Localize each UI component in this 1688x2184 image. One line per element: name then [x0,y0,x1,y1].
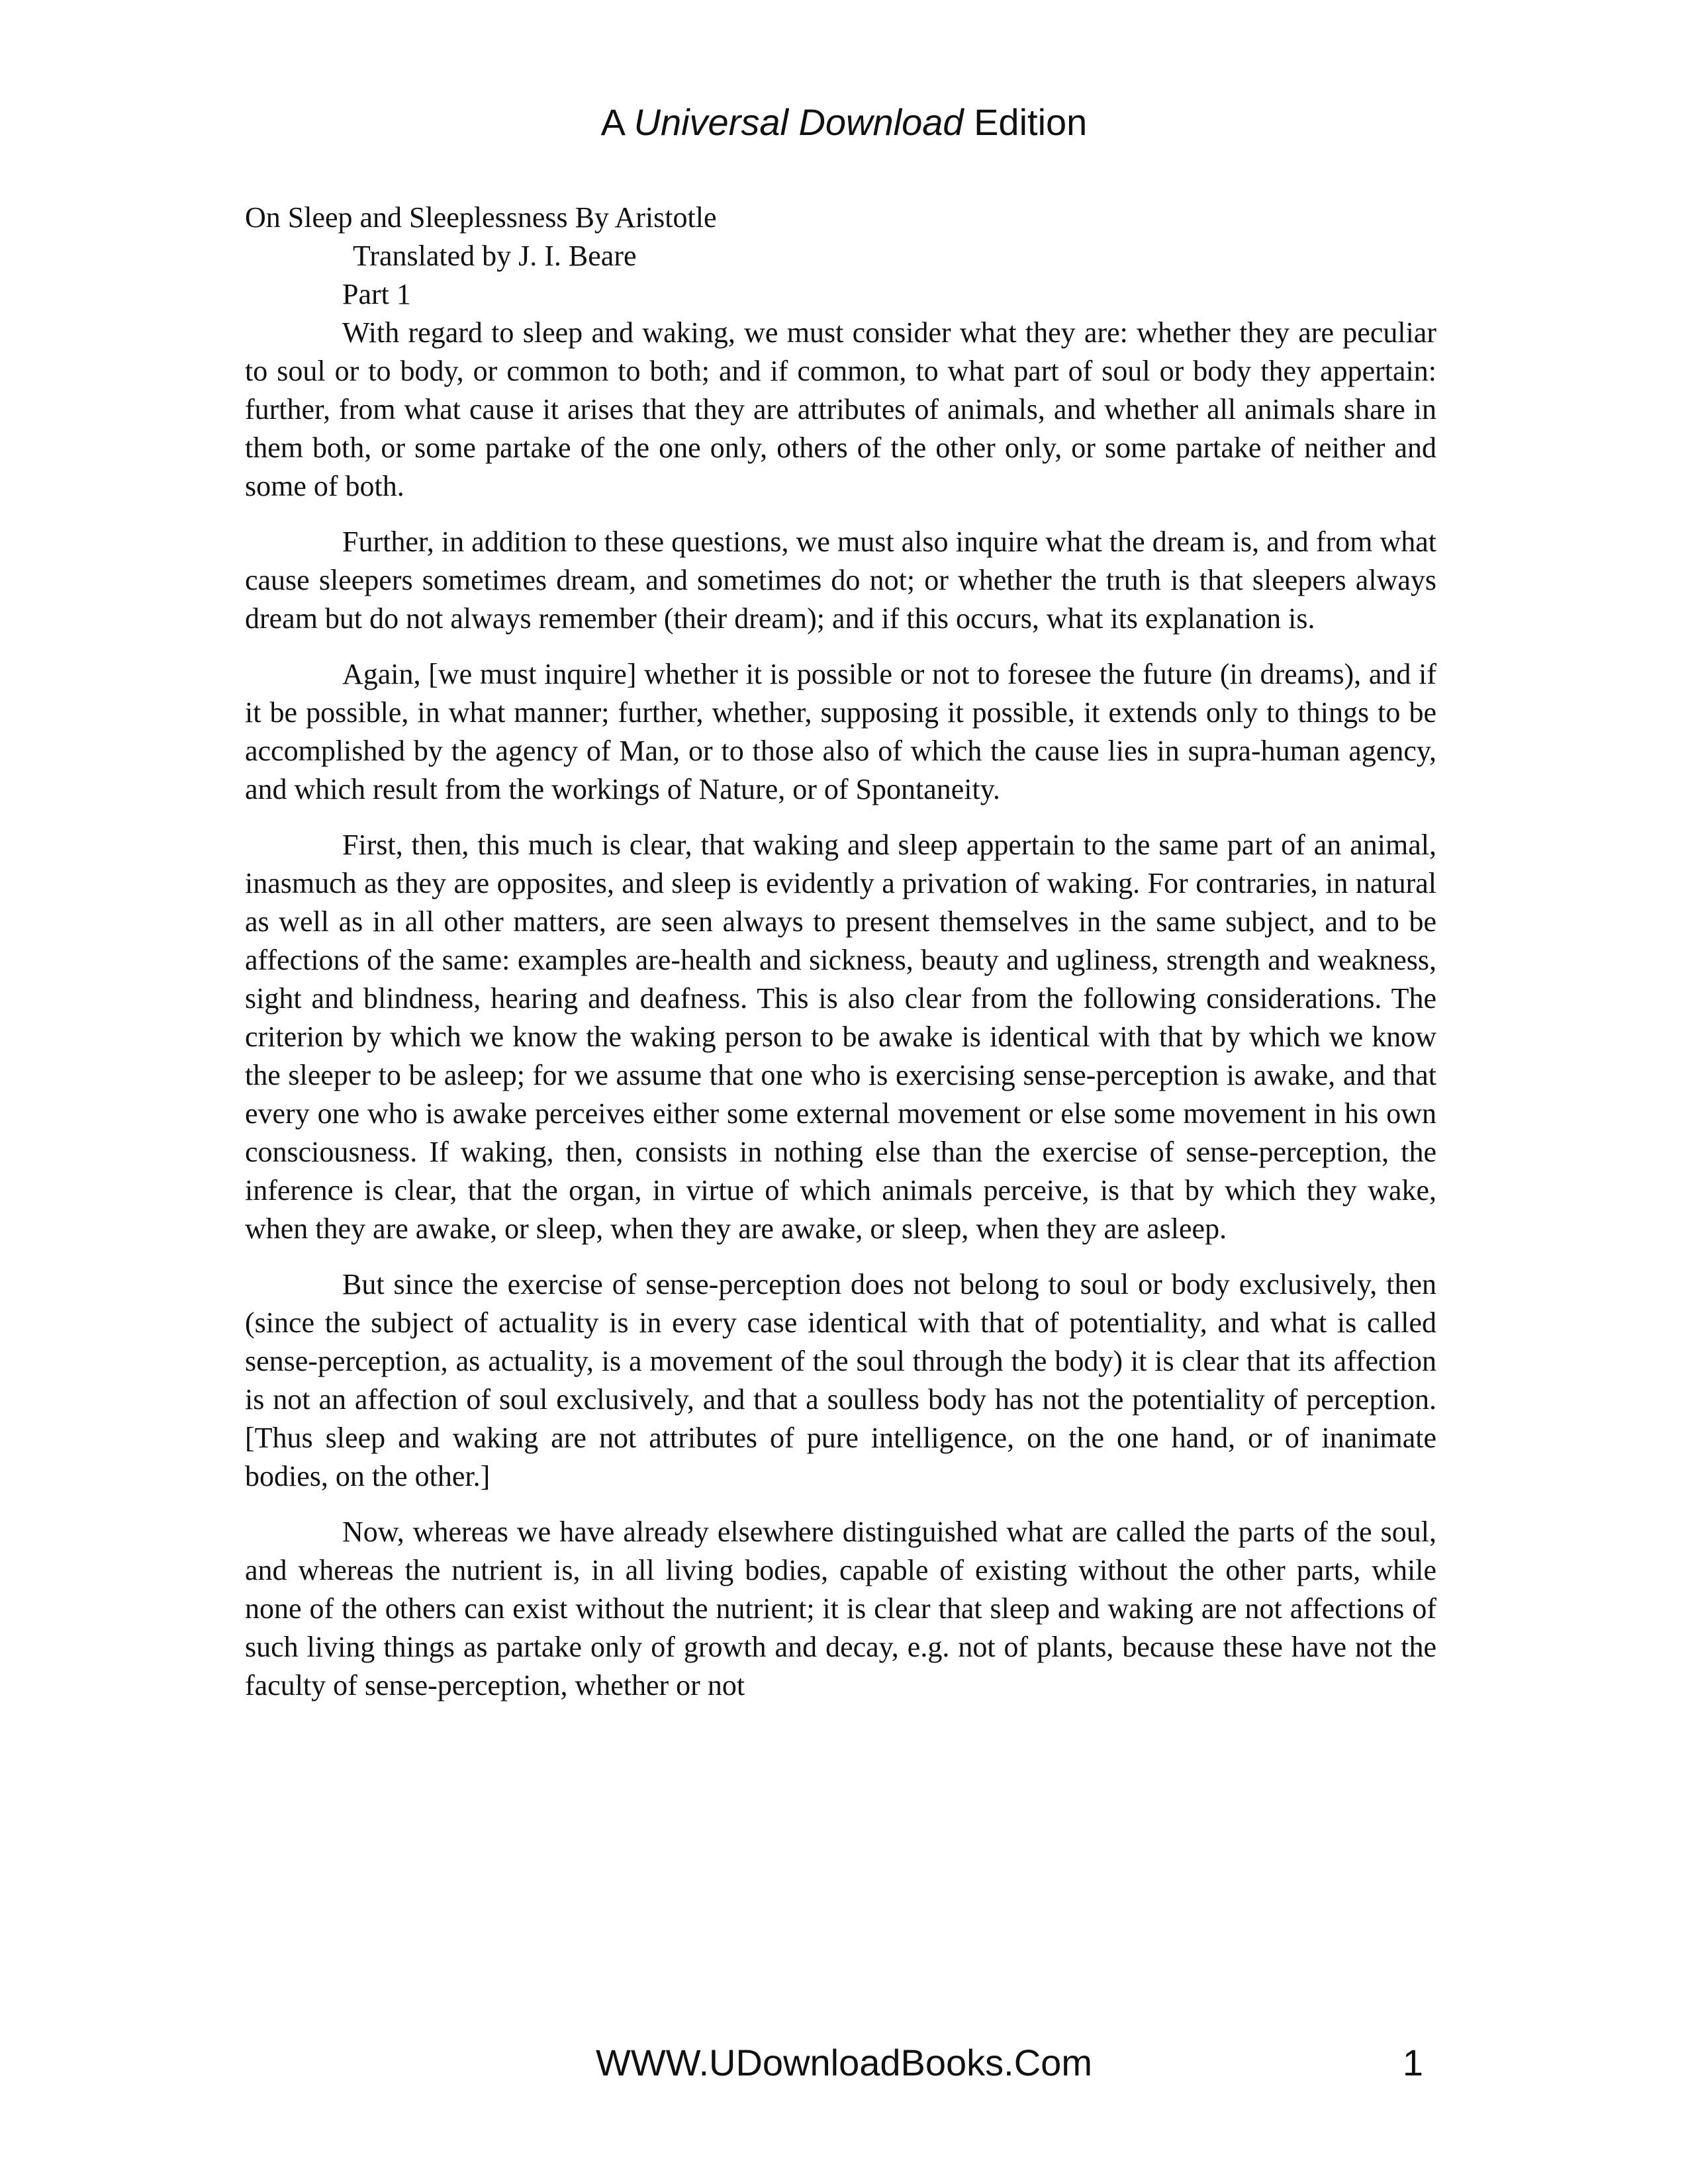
paragraph: But since the exercise of sense-perception does not belong to soul or body exclusively, then (since the subject of actuality is in every case identical with that of potentiality, and what is called sense-perception, as actuality, is a movement of the soul through the body) it is clear that its affection is not an affection of soul exclusively, and that a soulless body has not the potentiality of perception. [Thus sleep and waking are not attributes of pure intelligence, on the one hand, or of inanimate bodies, on the other.] [245,1268,1436,1492]
part-heading: Part 1 [342,278,411,310]
edition-header [0,99,1688,146]
paragraph: Now, whereas we have already elsewhere distinguished what are called the parts of the soul, and whereas the nutrient is, in all living bodies, capable of existing without the other parts, while none of the others can exist without the nutrient; it is clear that sleep and waking are not affections of such living things as partake only of growth and decay, e.g. not of plants, because these have not the faculty of sense-perception, whether or not [245,1516,1436,1702]
footer-url: WWW.UDownloadBooks.Com [596,2042,1092,2083]
header-prefix: A [600,101,624,143]
paragraph: First, then, this much is clear, that waking and sleep appertain to the same part of an animal, inasmuch as they are opposites, and sleep is evidently a privation of waking. For contraries, in natural as well as in all other matters, are seen always to present themselves in the same subject, and to be affections of the same: examples are-health and sickness, beauty and ugliness, strength and weakness, sight and blindness, hearing and deafness. This is also clear from the following considerations. The criterion by which we know the waking person to be awake is identical with that by which we know the sleeper to be asleep; for we assume that one who is exercising sense-perception is awake, and that every one who is awake perceives either some external movement or else some movement in his own consciousness. If waking, then, consists in nothing else than the exercise of sense-perception, the inference is clear, that the organ, in virtue of which animals perceive, is that by which they wake, when they are awake, or sleep, when they are awake, or sleep, when they are asleep. [245,829,1436,1245]
paragraph: Again, [we must inquire] whether it is possible or not to foresee the future (in dreams), and if it be possible, in what manner; further, whether, supposing it possible, it extends only to things to be accomplished by the agency of Man, or to those also of which the cause lies in supra-human agency, and which result from the workings of Nature, or of Spontaneity. [245,658,1436,805]
page-number: 1 [1402,2042,1423,2083]
paragraph: Further, in addition to these questions, we must also inquire what the dream is, and from what cause sleepers sometimes dream, and sometimes do not; or whether the truth is that sleepers always dream but do not always remember (their dream); and if this occurs, what its explanation is. [245,525,1436,635]
header-suffix: Edition [974,101,1088,143]
document-title: On Sleep and Sleeplessness By Aristotle [245,201,717,234]
translator-line: Translated by J. I. Beare [353,240,637,272]
document-body [245,199,1436,1722]
paragraph: With regard to sleep and waking, we must consider what they are: whether they are peculiar to soul or to body, or common to both; and if common, to what part of soul or body they appertain: further, from what cause it arises that they are attributes of animals, and whether all animals share in them both, or some partake of the one only, others of the other only, or some partake of neither and some of both. [245,316,1436,502]
header-emphasis: Universal Download [633,101,964,143]
